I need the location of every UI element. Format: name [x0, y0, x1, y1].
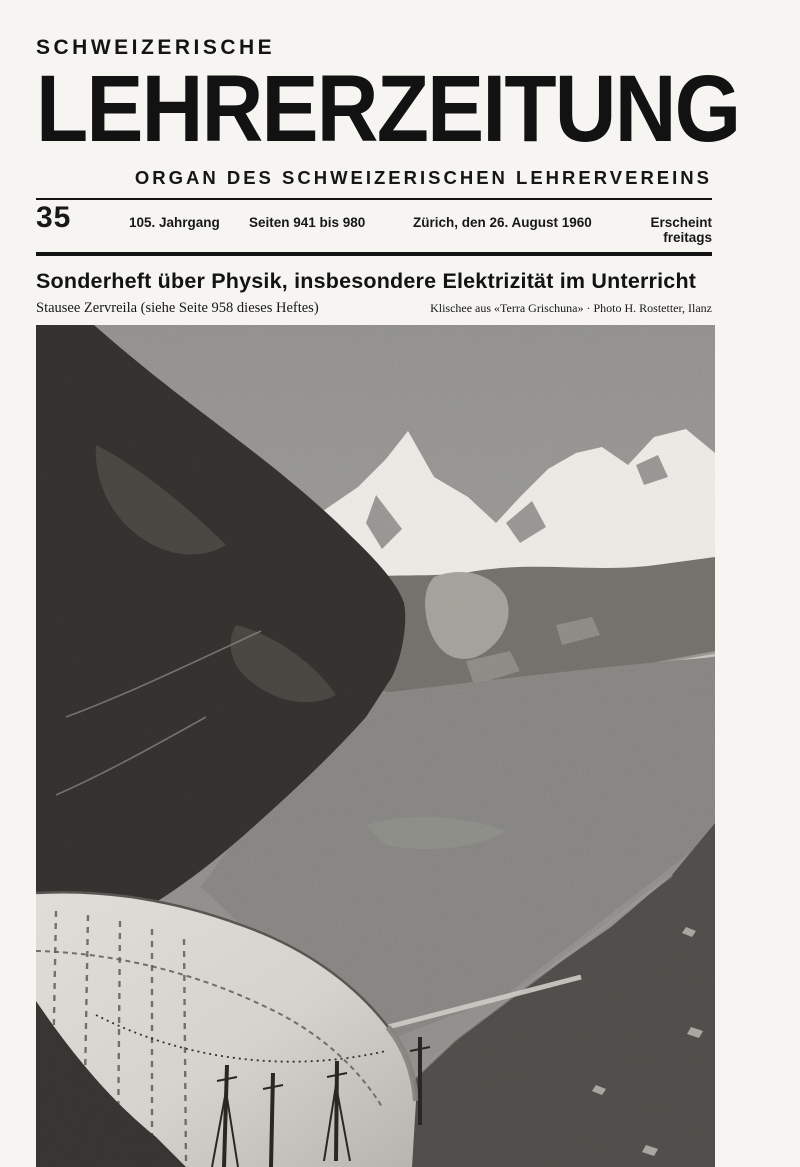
- photo-captions: [36, 300, 712, 317]
- masthead-kicker: SCHWEIZERISCHE: [36, 36, 276, 59]
- photo-caption-left: Stausee Zervreila (siehe Seite 958 dieses Heftes): [36, 300, 319, 317]
- issue-frequency: Erscheint freitags: [650, 215, 712, 246]
- masthead-title: LEHRERZEITUNG: [36, 56, 740, 163]
- issue-place-date: Zürich, den 26. August 1960: [413, 215, 592, 231]
- issue-info-bar: [36, 198, 712, 256]
- masthead-subtitle: ORGAN DES SCHWEIZERISCHEN LEHRERVEREINS: [134, 167, 712, 189]
- feature-headline: Sonderheft über Physik, insbesondere Elektrizität im Unterricht: [36, 269, 697, 294]
- cover-photo-stausee-zervreila: [36, 325, 715, 1167]
- issue-volume: 105. Jahrgang: [129, 215, 220, 231]
- photo-grain-overlay: [36, 325, 715, 1167]
- issue-number: 35: [36, 201, 72, 235]
- issue-pages: Seiten 941 bis 980: [249, 215, 366, 231]
- photo-credit: Klischee aus «Terra Grischuna» · Photo H. Rostetter, Ilanz: [430, 301, 712, 316]
